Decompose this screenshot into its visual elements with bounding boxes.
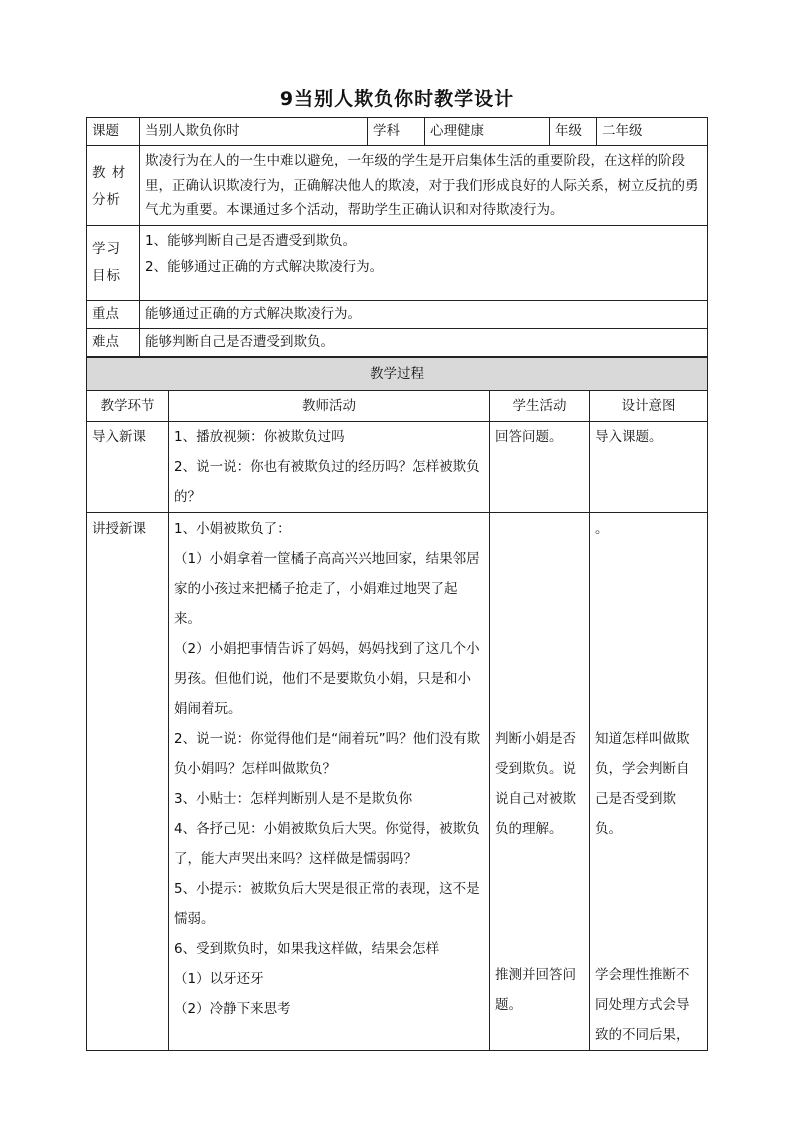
grade-label: 年级 [550, 118, 597, 146]
teacher-line: （1）以牙还牙 [174, 971, 264, 987]
process-section-title: 教学过程 [87, 358, 708, 391]
intro-intent: 导入课题。 [590, 422, 708, 513]
spacer [595, 844, 702, 960]
lesson-teacher [169, 513, 490, 1051]
teacher-line: 2、说一说：你也有被欺负过的经历吗？怎样被欺负的？ [174, 459, 480, 505]
subject-value: 心理健康 [425, 118, 550, 146]
goals-label: 学习 目标 [87, 225, 140, 300]
teacher-line: （1）小娟拿着一筐橘子高高兴兴地回家，结果邻居家的小孩过来把橘子抢走了，小娟难过地哭了起来。 [174, 551, 480, 627]
analysis-label: 教 材 分析 [87, 146, 140, 226]
intent-2: 学会理性推断不同处理方式会导致的不同后果， [595, 967, 690, 1043]
key-point-text: 能够通过正确的方式解决欺凌行为。 [140, 300, 708, 328]
teacher-line: 5、小提示：被欺负后大哭是很正常的表现，这不是懦弱。 [174, 881, 480, 927]
header-stage: 教学环节 [87, 391, 169, 422]
header-intent: 设计意图 [590, 391, 708, 422]
header-student: 学生活动 [490, 391, 590, 422]
spacer [495, 514, 584, 724]
intro-teacher [169, 422, 490, 513]
goals-text [140, 225, 708, 300]
student-activity-2: 推测并回答问题。 [495, 967, 576, 1013]
intro-stage: 导入新课 [87, 422, 169, 513]
teacher-line: 2、说一说：你觉得他们是“闹着玩”吗？他们没有欺负小娟吗？怎样叫做欺负？ [174, 731, 481, 777]
lesson-student [490, 513, 590, 1051]
goals-row [87, 225, 708, 300]
goal-item: 2、能够通过正确的方式解决欺凌行为。 [145, 258, 384, 275]
teacher-line: 1、小娟被欺负了： [174, 521, 291, 537]
lesson-stage: 讲授新课 [87, 513, 169, 1051]
difficulty-row [87, 328, 708, 356]
process-header-row [87, 391, 708, 422]
student-activity-1: 判断小娟是否受到欺负。说说自己对被欺负的理解。 [495, 731, 576, 837]
teacher-line: （2）小娟把事情告诉了妈妈，妈妈找到了这几个小男孩。但他们说，他们不是要欺负小娟，只是和小娟闹着玩。 [174, 641, 480, 717]
analysis-text: 欺凌行为在人的一生中难以避免，一年级的学生是开启集体生活的重要阶段，在这样的阶段里，正确认识欺凌行为，正确解决他人的欺凌，对于我们形成良好的人际关系，树立反抗的勇气尤为重要。本课通过多个活动，帮助学生正确认识和对待欺凌行为。 [140, 146, 708, 226]
header-teacher: 教师活动 [169, 391, 490, 422]
teacher-line: 1、播放视频：你被欺负过吗 [174, 429, 345, 445]
difficulty-text: 能够判断自己是否遭受到欺负。 [140, 328, 708, 356]
topic-label: 课题 [87, 118, 140, 146]
teacher-line: 4、各抒己见：小娟被欺负后大哭。你觉得，被欺负了，能大声哭出来吗？这样做是懦弱吗？ [174, 821, 480, 867]
intent-1: 知道怎样叫做欺负，学会判断自己是否受到欺负。 [595, 731, 690, 837]
teacher-line: 6、受到欺负时，如果我这样做，结果会怎样 [174, 941, 440, 957]
intent-0: 。 [595, 521, 609, 537]
spacer [495, 844, 584, 960]
intro-row [87, 422, 708, 513]
lesson-intent [590, 513, 708, 1051]
analysis-row [87, 146, 708, 226]
lesson-row [87, 513, 708, 1051]
topic-value: 当别人欺负你时 [140, 118, 368, 146]
grade-value: 二年级 [597, 118, 708, 146]
process-table [86, 357, 708, 1051]
difficulty-label: 难点 [87, 328, 140, 356]
spacer [595, 544, 702, 724]
process-section-row [87, 358, 708, 391]
info-row [87, 118, 708, 146]
key-point-label: 重点 [87, 300, 140, 328]
page-title: 9当别人欺负你时教学设计 [279, 88, 515, 110]
goal-item: 1、能够判断自己是否遭受到欺负。 [145, 232, 357, 249]
key-point-row [87, 300, 708, 328]
info-table [86, 117, 708, 357]
teacher-line: （2）冷静下来思考 [174, 1001, 291, 1017]
intro-student: 回答问题。 [490, 422, 590, 513]
subject-label: 学科 [368, 118, 425, 146]
teacher-line: 3、小贴士：怎样判断别人是不是欺负你 [174, 791, 413, 807]
